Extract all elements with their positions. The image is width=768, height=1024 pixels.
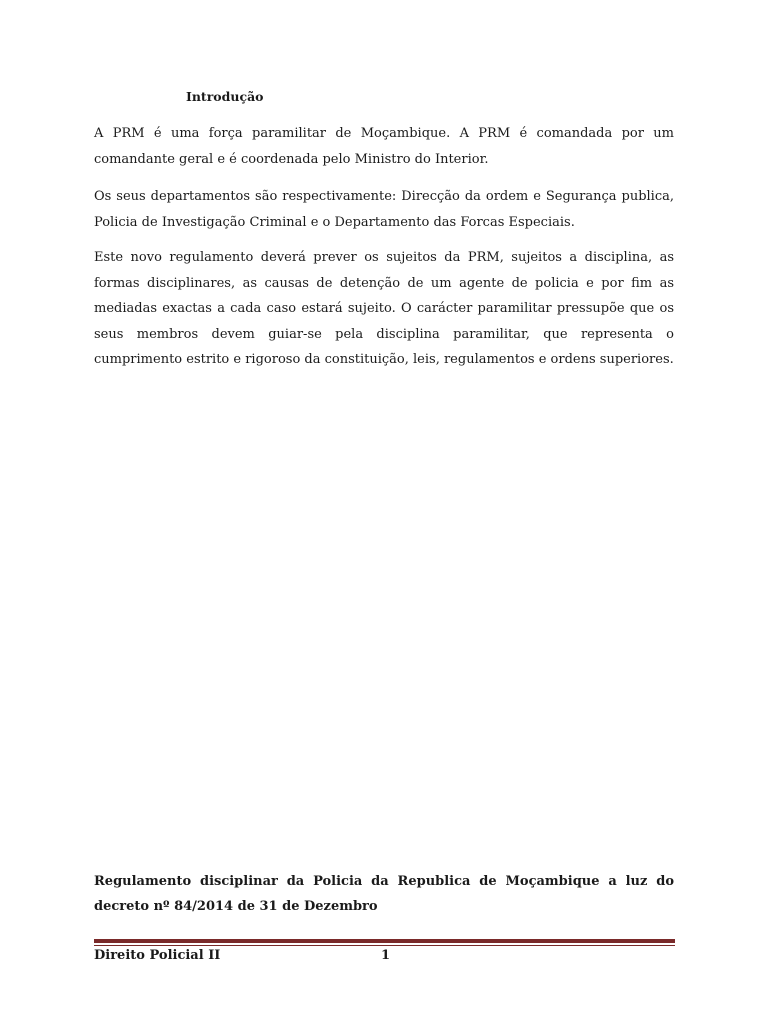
paragraph-prm-intro: A PRM é uma força paramilitar de Moçambique. A PRM é comandada por um comandante geral e é coordenada pelo Ministro do Interior. [94,126,674,167]
footer-rule-thin [94,945,675,946]
regulation-title: Regulamento disciplinar da Policia da Republica de Moçambique a luz do decreto nº 84/2014 de 31 de Dezembro [94,874,674,914]
paragraph-departments: Os seus departamentos são respectivamente: Direcção da ordem e Segurança publica, Policia de Investigação Criminal e o Departamento das Forcas Especiais. [94,189,674,230]
paragraph-regulation: Este novo regulamento deverá prever os sujeitos da PRM, sujeitos a disciplina, as formas disciplinares, as causas de detenção de um agente de policia e por fim as mediadas exactas a cada caso estará sujeito. O carácter paramilitar pressupõe que os seus membros devem guiar-se pela disciplina paramilitar, que representa o cumprimento estrito e rigoroso da constituição, leis, regulamentos e ordens superiores. [94,250,674,367]
page-number: 1 [381,948,391,963]
footer-course: Direito Policial II [94,948,221,963]
footer-rule-thick [94,939,675,943]
section-heading: Introdução [186,89,264,104]
